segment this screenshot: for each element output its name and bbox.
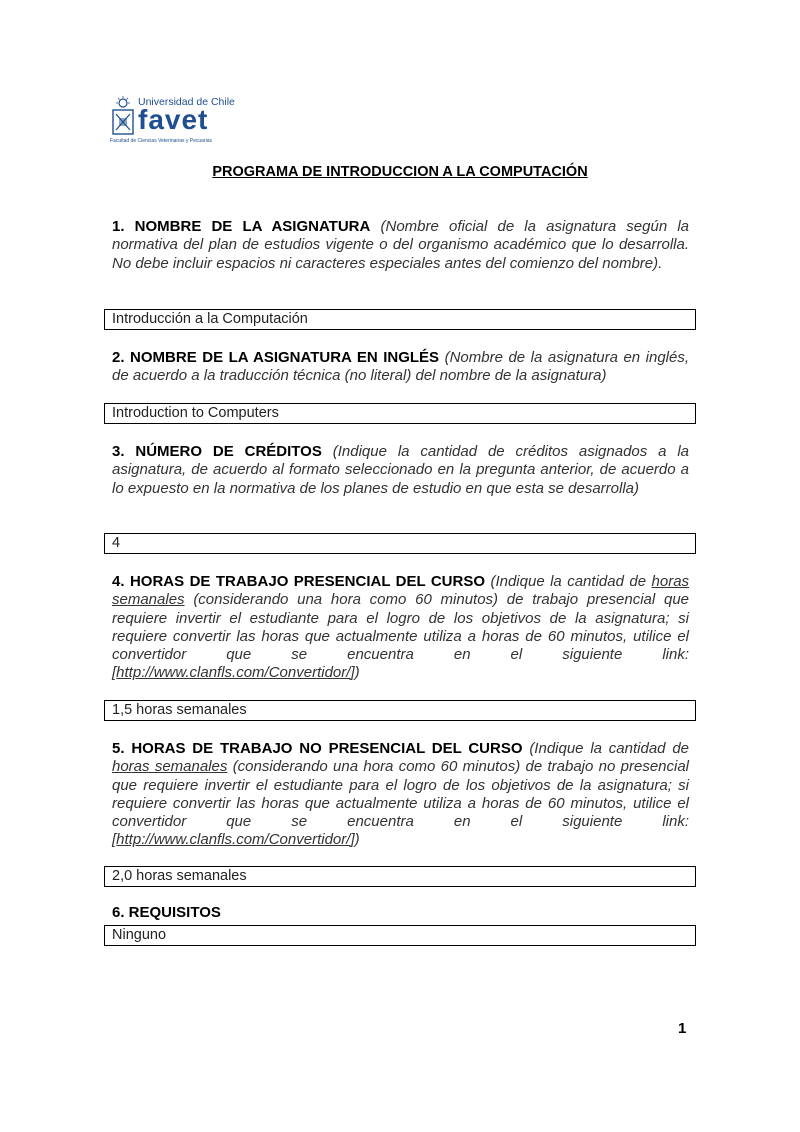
section-4 xyxy=(112,573,689,683)
section-description-end: ]) xyxy=(350,831,360,849)
section-5 xyxy=(112,740,689,850)
faculty-logo xyxy=(110,96,235,146)
course-name-field[interactable]: Introducción a la Computación xyxy=(104,309,696,330)
section-number: 4. xyxy=(112,573,125,590)
section-description-end: ]) xyxy=(350,664,360,682)
page-title: PROGRAMA DE INTRODUCCION A LA COMPUTACIÓN xyxy=(212,164,588,180)
section-number: 1. xyxy=(112,218,125,235)
section-heading: NOMBRE DE LA ASIGNATURA xyxy=(134,218,371,235)
faculty-name: Facultad de Ciencias Veterinarias y Pecuarias xyxy=(110,138,212,144)
section-description: (Indique la cantidad de xyxy=(529,740,690,757)
page-number: 1 xyxy=(678,1020,687,1037)
section-description: (Indique la cantidad de créditos asignados a la asignatura, de acuerdo al formato seleccionado en la pregunta anterior, de acuerdo a lo expuesto en la normativa de los planes de estudio en que esta se desarrolla) xyxy=(112,443,690,497)
requisites-heading: 6. REQUISITOS xyxy=(112,904,221,921)
presential-hours-field[interactable]: 1,5 horas semanales xyxy=(104,700,696,721)
section-number: 3. xyxy=(112,443,125,460)
section-heading: NOMBRE DE LA ASIGNATURA EN INGLÉS xyxy=(130,349,440,366)
section-1 xyxy=(112,218,689,273)
brand-name: favet xyxy=(138,104,209,135)
english-name-field[interactable]: Introduction to Computers xyxy=(104,403,696,424)
section-description: (Nombre oficial de la asignatura según la normativa del plan de estudios vigente o del organismo académico que lo desarrolla. No debe incluir espacios ni caracteres especiales antes del comienzo del nombre). xyxy=(112,218,689,272)
section-description: (Nombre de la asignatura en inglés, de acuerdo a la traducción técnica (no literal) del nombre de la asignatura) xyxy=(112,349,690,385)
section-number: 2. xyxy=(112,349,125,366)
requisites-field[interactable]: Ninguno xyxy=(104,925,696,946)
section-3 xyxy=(112,443,689,498)
converter-link[interactable]: http://www.clanfls.com/Convertidor/ xyxy=(116,831,351,849)
section-emphasis: horas semanales xyxy=(112,573,690,609)
section-2 xyxy=(112,349,689,386)
section-heading: HORAS DE TRABAJO NO PRESENCIAL DEL CURSO xyxy=(131,740,523,757)
converter-link[interactable]: http://www.clanfls.com/Convertidor/ xyxy=(116,664,351,682)
section-heading: NÚMERO DE CRÉDITOS xyxy=(135,443,322,460)
section-emphasis: horas semanales xyxy=(112,758,228,776)
university-crest-icon xyxy=(110,96,136,140)
section-description-cont: (considerando una hora como 60 minutos) de trabajo presencial que requiere invertir el estudiante para el logro de los objetivos de la asignatura; si requiere convertir las horas que actualmente utiliza a horas de 60 minutos, utilice el convertidor que se encuentra en el siguiente link: [ xyxy=(112,591,690,682)
section-description: (Indique la cantidad de xyxy=(490,573,647,590)
non-presential-hours-field[interactable]: 2,0 horas semanales xyxy=(104,866,696,887)
university-name: Universidad de Chile xyxy=(138,96,235,108)
section-number: 5. xyxy=(112,740,125,757)
credits-field[interactable]: 4 xyxy=(104,533,696,554)
section-description-cont: (considerando una hora como 60 minutos) de trabajo no presencial que requiere invertir el estudiante para el logro de los objetivos de la asignatura; si requiere convertir las horas que actualmente utiliza a horas de 60 minutos, utilice el convertidor que se encuentra en el siguiente link: [ xyxy=(112,758,690,849)
section-heading: HORAS DE TRABAJO PRESENCIAL DEL CURSO xyxy=(129,573,485,590)
